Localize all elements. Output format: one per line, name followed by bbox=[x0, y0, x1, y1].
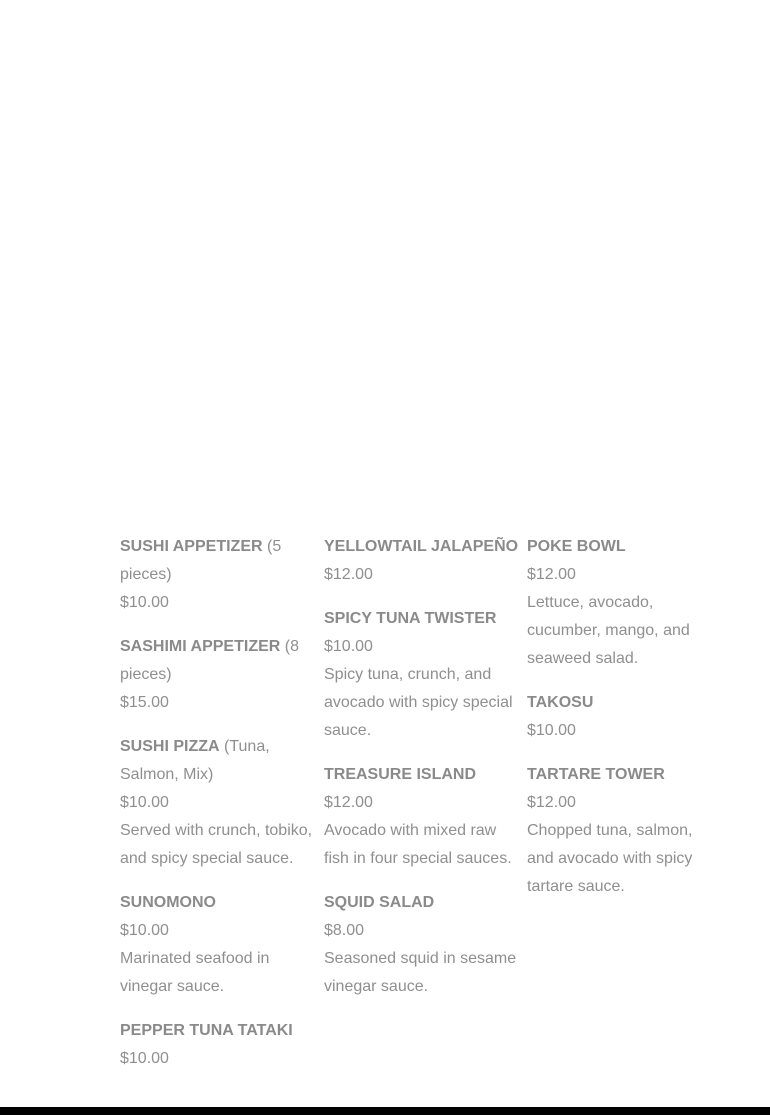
item-price: $10.00 bbox=[120, 1050, 169, 1067]
bottom-bar bbox=[0, 1107, 770, 1115]
menu-item bbox=[527, 533, 700, 673]
item-name: TARTARE TOWER bbox=[527, 766, 665, 783]
item-price: $12.00 bbox=[324, 794, 373, 811]
item-name: SQUID SALAD bbox=[324, 894, 435, 911]
item-price: $10.00 bbox=[120, 794, 169, 811]
item-note: (Tuna, Salmon, Mix) bbox=[120, 738, 270, 783]
item-note: (8 pieces) bbox=[120, 638, 299, 683]
item-name: SPICY TUNA TWISTER bbox=[324, 610, 497, 627]
item-name: SUNOMONO bbox=[120, 894, 216, 911]
menu-item bbox=[120, 733, 316, 873]
menu-item bbox=[120, 1017, 316, 1073]
menu-item bbox=[324, 889, 519, 1001]
item-name: SUSHI APPETIZER bbox=[120, 538, 263, 555]
menu-item bbox=[324, 605, 519, 745]
item-description: Lettuce, avocado, cucumber, mango, and seaweed salad. bbox=[527, 594, 690, 667]
menu-column-1 bbox=[120, 533, 324, 1089]
menu-item bbox=[324, 533, 519, 589]
item-description: Marinated seafood in vinegar sauce. bbox=[120, 950, 270, 995]
menu-item bbox=[527, 761, 700, 901]
item-description: Chopped tuna, salmon, and avocado with spicy tartare sauce. bbox=[527, 822, 693, 895]
item-price: $10.00 bbox=[120, 594, 169, 611]
item-description: Served with crunch, tobiko, and spicy special sauce. bbox=[120, 822, 313, 867]
item-price: $10.00 bbox=[324, 638, 373, 655]
item-name: SASHIMI APPETIZER bbox=[120, 638, 281, 655]
appetizer-menu bbox=[120, 533, 700, 1089]
menu-item bbox=[120, 533, 316, 617]
item-description: Avocado with mixed raw fish in four special sauces. bbox=[324, 822, 512, 867]
item-description: Seasoned squid in sesame vinegar sauce. bbox=[324, 950, 517, 995]
menu-item bbox=[120, 633, 316, 717]
menu-item bbox=[324, 761, 519, 873]
item-name: SUSHI PIZZA bbox=[120, 738, 220, 755]
item-name: TREASURE ISLAND bbox=[324, 766, 477, 783]
item-price: $10.00 bbox=[120, 922, 169, 939]
menu-column-2 bbox=[324, 533, 527, 1017]
menu-item bbox=[527, 689, 700, 745]
item-description: Spicy tuna, crunch, and avocado with spicy special sauce. bbox=[324, 666, 513, 739]
item-price: $15.00 bbox=[120, 694, 169, 711]
item-price: $10.00 bbox=[527, 722, 576, 739]
menu-item bbox=[120, 889, 316, 1001]
item-note: (5 pieces) bbox=[120, 538, 282, 583]
item-name: POKE BOWL bbox=[527, 538, 626, 555]
item-price: $12.00 bbox=[324, 566, 373, 583]
item-name: YELLOWTAIL JALAPEÑO bbox=[324, 538, 519, 555]
item-price: $8.00 bbox=[324, 922, 365, 939]
menu-column-3 bbox=[527, 533, 700, 917]
item-price: $12.00 bbox=[527, 566, 576, 583]
item-name: PEPPER TUNA TATAKI bbox=[120, 1022, 293, 1039]
item-name: TAKOSU bbox=[527, 694, 594, 711]
item-price: $12.00 bbox=[527, 794, 576, 811]
